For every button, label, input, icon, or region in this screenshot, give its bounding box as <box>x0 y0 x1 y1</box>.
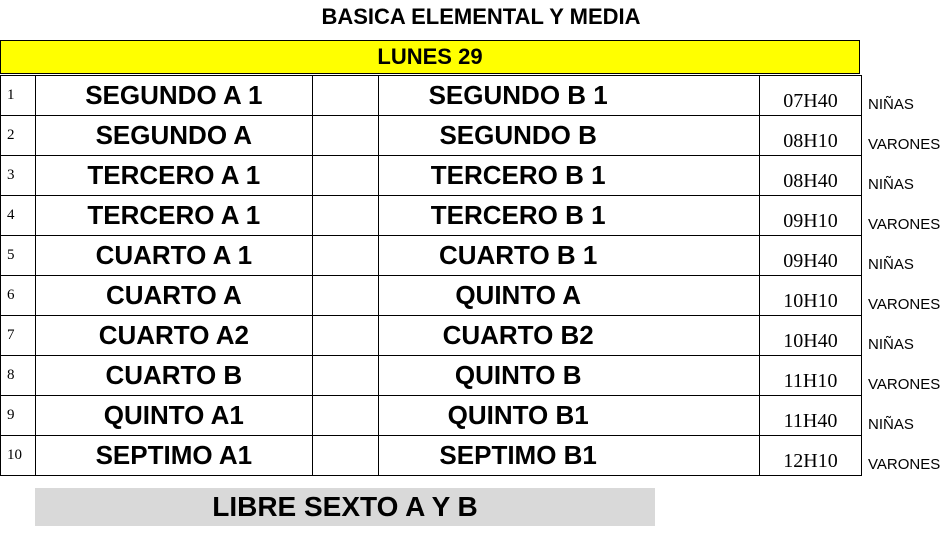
grade-a: CUARTO A2 <box>35 316 312 356</box>
spacer-cell <box>658 316 760 356</box>
time-cell: 10H40 <box>760 316 862 356</box>
table-row <box>1 116 952 156</box>
gap-cell <box>312 436 378 476</box>
grade-b: QUINTO A <box>378 276 658 316</box>
grade-a: CUARTO B <box>35 356 312 396</box>
schedule-table <box>0 75 952 476</box>
spacer-cell <box>658 196 760 236</box>
spacer-cell <box>658 236 760 276</box>
table-row <box>1 276 952 316</box>
row-number: 4 <box>1 196 36 236</box>
table-row <box>1 236 952 276</box>
time-cell: 11H10 <box>760 356 862 396</box>
table-row <box>1 316 952 356</box>
grade-b: CUARTO B2 <box>378 316 658 356</box>
time-cell: 08H40 <box>760 156 862 196</box>
grade-a: CUARTO A <box>35 276 312 316</box>
table-row <box>1 436 952 476</box>
time-cell: 12H10 <box>760 436 862 476</box>
gap-cell <box>312 196 378 236</box>
table-row <box>1 356 952 396</box>
row-number: 2 <box>1 116 36 156</box>
grade-b: QUINTO B1 <box>378 396 658 436</box>
spacer-cell <box>658 76 760 116</box>
spacer-cell <box>658 116 760 156</box>
grade-a: SEGUNDO A <box>35 116 312 156</box>
table-row <box>1 156 952 196</box>
time-cell: 09H40 <box>760 236 862 276</box>
row-number: 3 <box>1 156 36 196</box>
spacer-cell <box>658 356 760 396</box>
grade-a: SEPTIMO A1 <box>35 436 312 476</box>
grade-a: TERCERO A 1 <box>35 196 312 236</box>
time-cell: 07H40 <box>760 76 862 116</box>
gap-cell <box>312 396 378 436</box>
row-number: 7 <box>1 316 36 356</box>
grade-b: TERCERO B 1 <box>378 196 658 236</box>
grade-b: SEGUNDO B <box>378 116 658 156</box>
gap-cell <box>312 236 378 276</box>
page-title: BASICA ELEMENTAL Y MEDIA <box>321 4 641 29</box>
spacer-cell <box>658 156 760 196</box>
row-number: 1 <box>1 76 36 116</box>
spacer-cell <box>658 276 760 316</box>
gap-cell <box>312 76 378 116</box>
group-label: NIÑAS <box>867 175 914 193</box>
grade-b: TERCERO B 1 <box>378 156 658 196</box>
group-label: NIÑAS <box>867 255 914 273</box>
group-label: NIÑAS <box>867 95 914 113</box>
group-label: VARONES <box>867 295 941 313</box>
grade-b: SEPTIMO B1 <box>378 436 658 476</box>
group-label: VARONES <box>867 375 941 393</box>
table-row <box>1 396 952 436</box>
free-note: LIBRE SEXTO A Y B <box>35 488 655 526</box>
time-cell: 09H10 <box>760 196 862 236</box>
gap-cell <box>312 276 378 316</box>
grade-a: QUINTO A1 <box>35 396 312 436</box>
gap-cell <box>312 156 378 196</box>
grade-b: QUINTO B <box>378 356 658 396</box>
group-label: NIÑAS <box>867 335 914 353</box>
row-number: 9 <box>1 396 36 436</box>
table-row <box>1 76 952 116</box>
grade-a: TERCERO A 1 <box>35 156 312 196</box>
gap-cell <box>312 316 378 356</box>
gap-cell <box>312 356 378 396</box>
grade-a: CUARTO A 1 <box>35 236 312 276</box>
row-number: 5 <box>1 236 36 276</box>
group-label: VARONES <box>867 215 941 233</box>
row-number: 10 <box>1 436 36 476</box>
grade-b: SEGUNDO B 1 <box>378 76 658 116</box>
time-cell: 10H10 <box>760 276 862 316</box>
row-number: 6 <box>1 276 36 316</box>
group-label: NIÑAS <box>867 415 914 433</box>
group-label: VARONES <box>867 135 941 153</box>
time-cell: 08H10 <box>760 116 862 156</box>
spacer-cell <box>658 396 760 436</box>
time-cell: 11H40 <box>760 396 862 436</box>
table-row <box>1 196 952 236</box>
row-number: 8 <box>1 356 36 396</box>
spacer-cell <box>658 436 760 476</box>
gap-cell <box>312 116 378 156</box>
grade-b: CUARTO B 1 <box>378 236 658 276</box>
group-label: VARONES <box>867 455 941 473</box>
day-header: LUNES 29 <box>0 40 860 74</box>
grade-a: SEGUNDO A 1 <box>35 76 312 116</box>
